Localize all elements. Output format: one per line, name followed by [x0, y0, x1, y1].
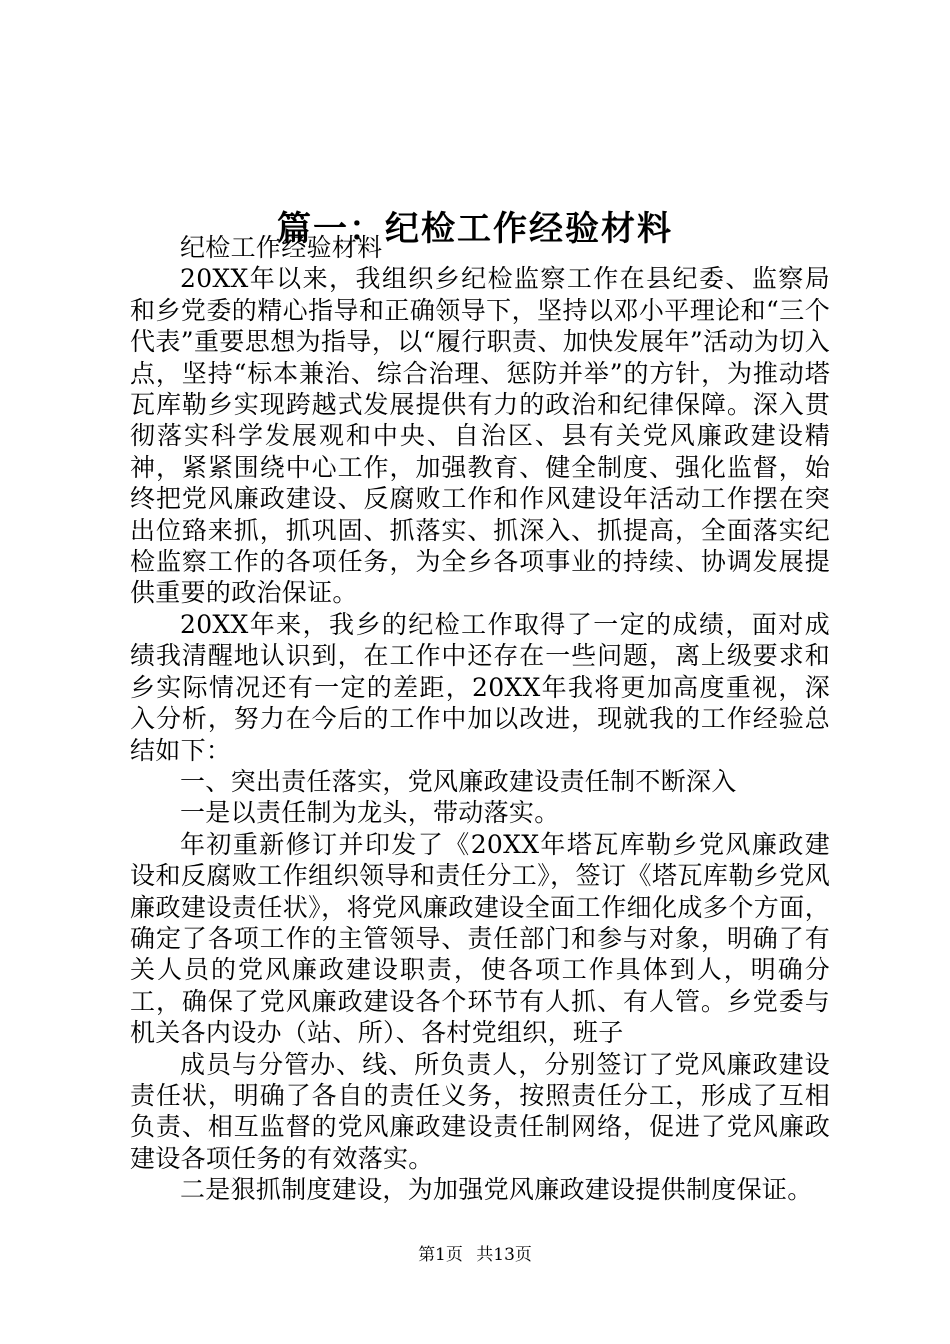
paragraph-responsibility-continued: 成员与分管办、线、所负责人，分别签订了党风廉政建设责任状，明确了各自的责任义务，按照责任分工，形成了互相负责、相互监督的党风廉政建设责任制网络，促进了党风廉政建设各项任务的有效落实。: [130, 1049, 830, 1173]
page-total: 共13页: [476, 1245, 532, 1265]
paragraph-summary: 20XX年来，我乡的纪检工作取得了一定的成绩，面对成绩我清醒地认识到，在工作中还存在一些问题，离上级要求和乡实际情况还有一定的差距，20XX年我将更加高度重视，深入分析，努力在今后的工作中加以改进，现就我的工作经验总结如下：: [130, 609, 830, 765]
paragraph-intro: 20XX年以来，我组织乡纪检监察工作在县纪委、监察局和乡党委的精心指导和正确领导下，坚持以邓小平理论和“三个代表”重要思想为指导，以“履行职责、加快发展年”活动为切入点，坚持“标本兼治、综合治理、惩防并举”的方针，为推动塔瓦库勒乡实现跨越式发展提供有力的政治和纪律保障。深入贯彻落实科学发展观和中央、自治区、县有关党风廉政建设精神，紧紧围绕中心工作，加强教育、健全制度、强化监督，始终把党风廉政建设、反腐败工作和作风建设年活动工作摆在突出位臵来抓，抓巩固、抓落实、抓深入、抓提高，全面落实纪检监察工作的各项任务，为全乡各项事业的持续、协调发展提供重要的政治保证。: [130, 264, 830, 608]
subsection-heading-2: 二是狠抓制度建设，为加强党风廉政建设提供制度保证。: [180, 1175, 813, 1205]
paragraph-subtitle: 纪检工作经验材料: [180, 233, 383, 262]
section-heading-1: 一、突出责任落实，党风廉政建设责任制不断深入: [180, 766, 737, 796]
document-body: [130, 232, 830, 1206]
page-footer: [0, 1244, 950, 1266]
subsection-heading-1: 一是以责任制为龙头，带动落实。: [180, 798, 560, 828]
paragraph-responsibility: 年初重新修订并印发了《20XX年塔瓦库勒乡党风廉政建设和反腐败工作组织领导和责任分工》，签订《塔瓦库勒乡党风廉政建设责任状》，将党风廉政建设全面工作细化成多个方面，确定了各项工作的主管领导、责任部门和参与对象，明确了有关人员的党风廉政建设职责，使各项工作具体到人，明确分工，确保了党风廉政建设各个环节有人抓、有人管。乡党委与机关各内设办（站、所）、各村党组织，班子: [130, 829, 830, 1048]
page-number: 第1页: [418, 1245, 463, 1265]
document-title: 篇一：纪检工作经验材料: [277, 208, 673, 249]
